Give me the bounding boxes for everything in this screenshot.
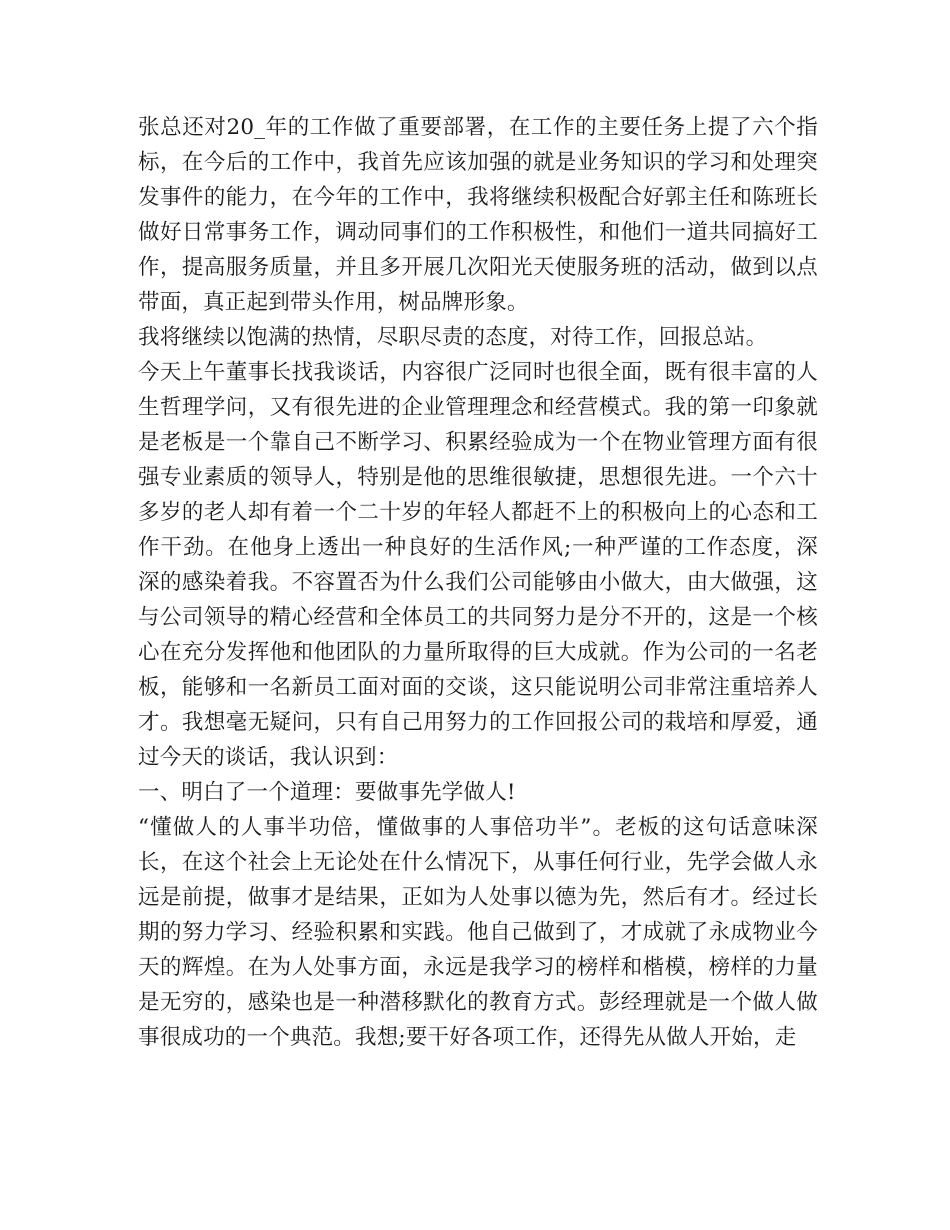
paragraph-commitment: 我将继续以饱满的热情，尽职尽责的态度，对待工作，回报总站。: [138, 325, 768, 350]
paragraph-chairman-talk: 今天上午董事长找我谈话，内容很广泛同时也很全面，既有很丰富的人生哲理学问，又有很先进的企业管理理念和经营模式。我的第一印象就是老板是一个靠自己不断学习、积累经验成为一个在物业管理方面有很强专业素质的领导人，特别是他的思维很敏捷，思想很先进。一个六十多岁的老人却有着一个二十岁的年轻人都赶不上的积极向上的心态和工作干劲。在他身上透出一种良好的生活作风;一种严谨的工作态度，深深的感染着我。不容置否为什么我们公司能够由小做大，由大做强，这与公司领导的精心经营和全体员工的共同努力是分不开的，这是一个核心在充分发挥他和他团队的力量所取得的巨大成就。作为公司的一名老板，能够和一名新员工面对面的交谈，这只能说明公司非常注重培养人才。我想毫无疑问，只有自己用努力的工作回报公司的栽培和厚爱，通过今天的谈话，我认识到：: [138, 360, 818, 770]
document-body: [138, 110, 818, 1055]
paragraph-work-plan: 张总还对20_年的工作做了重要部署，在工作的主要任务上提了六个指标，在今后的工作中，我首先应该加强的就是业务知识的学习和处理突发事件的能力，在今年的工作中，我将继续积极配合好郭主任和陈班长做好日常事务工作，调动同事们的工作积极性，和他们一道共同搞好工作，提高服务质量，并且多开展几次阳光天使服务班的活动，做到以点带面，真正起到带头作用，树品牌形象。: [138, 115, 818, 315]
paragraph-heading-one: 一、明白了一个道理：要做事先学做人!: [138, 780, 516, 805]
paragraph-be-a-person: “懂做人的人事半功倍，懂做事的人事倍功半”。老板的这句话意味深长，在这个社会上无论处在什么情况下，从事任何行业，先学会做人永远是前提，做事才是结果，正如为人处事以德为先，然后有才。经过长期的努力学习、经验积累和实践。他自己做到了，才成就了永成物业今天的辉煌。在为人处事方面，永远是我学习的榜样和楷模，榜样的力量是无穷的，感染也是一种潜移默化的教育方式。彭经理就是一个做人做事很成功的一个典范。我想;要干好各项工作，还得先从做人开始，走: [138, 815, 818, 1050]
